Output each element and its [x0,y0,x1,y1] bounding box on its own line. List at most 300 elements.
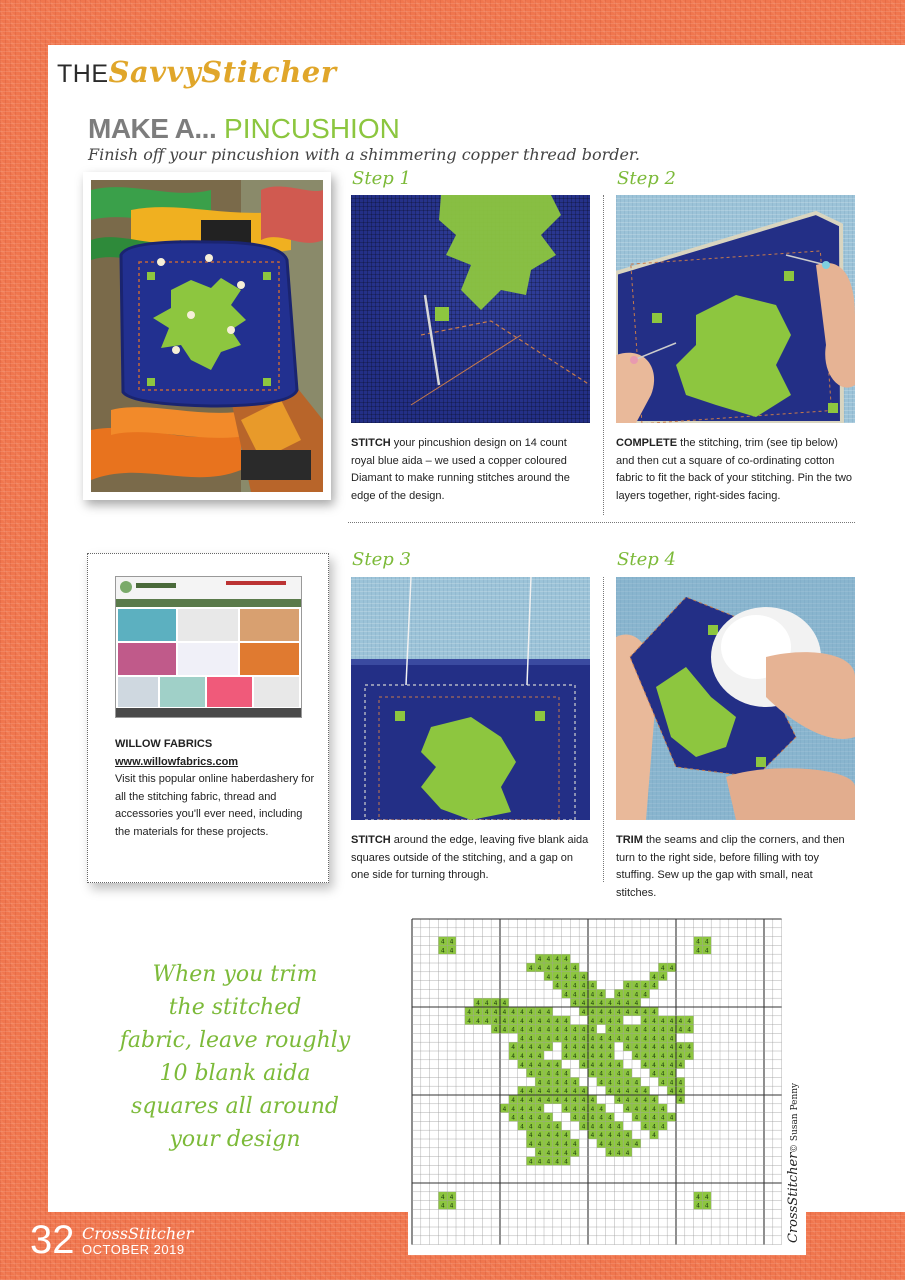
step-2-lead: COMPLETE [616,437,678,449]
page-title [88,113,400,145]
chart-stitch-symbol: 4 [564,1044,568,1052]
chart-stitch-symbol: 4 [528,1009,533,1016]
chart-stitch-symbol: 4 [608,1044,612,1052]
chart-stitch-symbol: 4 [546,1158,551,1166]
chart-stitch-symbol: 4 [484,1017,489,1025]
chart-stitch-symbol: 4 [634,1114,639,1122]
chart-stitch-symbol: 4 [704,1202,709,1210]
chart-stitch-symbol: 4 [546,1061,551,1069]
chart-stitch-symbol: 4 [572,991,577,999]
chart-stitch-symbol: 4 [599,1017,604,1025]
chart-stitch-symbol: 4 [616,1149,621,1157]
chart-stitch-symbol: 4 [564,1105,568,1113]
chart-stitch-symbol: 4 [678,1097,683,1104]
chart-stitch-symbol: 4 [590,1097,595,1104]
chart-stitch-symbol: 4 [625,1035,630,1043]
step-3-lead: STITCH [351,834,391,846]
chart-stitch-symbol: 4 [669,1088,674,1096]
chart-stitch-symbol: 4 [537,1158,542,1166]
chart-stitch-symbol: 4 [608,1026,612,1034]
chart-stitch-symbol: 4 [555,1017,560,1025]
chart-stitch-symbol: 4 [564,1017,568,1025]
chart-stitch-symbol: 4 [634,991,639,999]
chart-stitch-symbol: 4 [660,1079,665,1087]
chart-stitch-symbol: 4 [643,982,648,990]
chart-stitch-symbol: 4 [625,1070,630,1078]
chart-stitch-symbol: 4 [652,1053,656,1060]
chart-stitch-symbol: 4 [511,1009,516,1016]
chart-stitch-symbol: 4 [616,1097,621,1104]
chart-stitch-symbol: 4 [440,947,445,955]
chart-stitch-symbol: 4 [590,991,595,999]
chart-stitch-symbol: 4 [564,991,568,999]
chart-stitch-symbol: 4 [564,965,568,972]
title-part-1: MAKE A... [88,113,217,144]
chart-stitch-symbol: 4 [678,1044,683,1052]
chart-stitch-symbol: 4 [537,1097,542,1104]
hero-photo-frame [83,172,331,500]
chart-stitch-symbol: 4 [608,1017,612,1025]
chart-stitch-symbol: 4 [528,1088,533,1096]
chart-stitch-symbol: 4 [634,1026,639,1034]
chart-stitch-symbol: 4 [537,1141,542,1148]
chart-stitch-symbol: 4 [608,1088,612,1096]
chart-stitch-symbol: 4 [634,1053,639,1060]
chart-stitch-symbol: 4 [625,1097,630,1104]
chart-stitch-symbol: 4 [564,1141,568,1148]
chart-stitch-symbol: 4 [660,1105,665,1113]
footer-issue: OCTOBER 2019 [82,1242,185,1257]
chart-stitch-symbol: 4 [634,1079,639,1087]
chart-stitch-symbol: 4 [528,1070,533,1078]
chart-stitch-symbol: 4 [502,1017,507,1025]
chart-stitch-symbol: 4 [537,956,542,964]
chart-stitch-symbol: 4 [528,965,533,972]
chart-stitch-symbol: 4 [616,1061,621,1069]
chart-stitch-symbol: 4 [590,1044,595,1052]
chart-stitch-symbol: 4 [511,1026,516,1034]
chart-stitch-symbol: 4 [599,1141,604,1148]
chart-stitch-symbol: 4 [687,1026,692,1034]
chart-stitch-symbol: 4 [608,1035,612,1043]
chart-stitch-symbol: 4 [590,1132,595,1140]
chart-stitch-symbol: 4 [625,1105,630,1113]
chart-stitch-symbol: 4 [678,1053,683,1060]
chart-stitch-symbol: 4 [546,965,551,972]
step-1-photo [351,195,590,423]
step-2-text: the stitching, trim (see tip below) and then cut a square of co-ordinating cotton fabric to fit the back of your stitching. Pin the two layers together, right-sides facing. [616,437,853,502]
chart-stitch-symbol: 4 [625,1000,630,1008]
chart-stitch-symbol: 4 [652,982,656,990]
chart-stitch-symbol: 4 [502,1026,507,1034]
page-subtitle: Finish off your pincushion with a shimmering copper thread border. [88,145,640,164]
chart-stitch-symbol: 4 [572,1105,577,1113]
chart-stitch-symbol: 4 [696,947,700,955]
chart-stitch-symbol: 4 [704,938,709,946]
chart-stitch-symbol: 4 [581,982,586,990]
chart-stitch-symbol: 4 [555,1088,560,1096]
chart-stitch-symbol: 4 [616,1035,621,1043]
chart-stitch-symbol: 4 [537,1114,542,1122]
step-3-photo [351,577,590,820]
chart-stitch-symbol: 4 [652,1123,656,1131]
chart-stitch-symbol: 4 [546,1123,551,1131]
chart-stitch-symbol: 4 [660,1044,665,1052]
chart-stitch-symbol: 4 [669,1017,674,1025]
chart-stitch-symbol: 4 [572,1141,577,1148]
chart-stitch-symbol: 4 [643,1053,648,1060]
chart-stitch-symbol: 4 [669,1061,674,1069]
chart-stitch-symbol: 4 [616,1141,621,1148]
chart-stitch-symbol: 4 [564,1088,568,1096]
divider-vertical-bottom [603,577,604,882]
chart-stitch-symbol: 4 [555,1035,560,1043]
chart-stitch-symbol: 4 [555,1123,560,1131]
chart-stitch-symbol: 4 [678,1061,683,1069]
chart-stitch-symbol: 4 [625,1044,630,1052]
chart-stitch-symbol: 4 [511,1105,516,1113]
chart-stitch-symbol: 4 [564,1026,568,1034]
chart-stitch-symbol: 4 [546,1079,551,1087]
chart-stitch-symbol: 4 [608,1141,612,1148]
chart-stitch-symbol: 4 [511,1053,516,1060]
chart-stitch-symbol: 4 [581,1035,586,1043]
chart-stitch-symbol: 4 [449,938,454,946]
chart-stitch-symbol: 4 [572,1114,577,1122]
chart-stitch-symbol: 4 [643,991,648,999]
chart-stitch-symbol: 4 [493,1017,498,1025]
step-1-text: your pincushion design on 14 count royal blue aida – we used a copper coloured Diamant to make running stitches around the edge of the design. [351,437,570,502]
chart-stitch-symbol: 4 [590,1070,595,1078]
chart-stitch-symbol: 4 [643,1009,648,1016]
chart-stitch-symbol: 4 [678,1026,683,1034]
chart-stitch-symbol: 4 [511,1114,516,1122]
chart-stitch-symbol: 4 [581,1088,586,1096]
chart-stitch-symbol: 4 [564,1132,568,1140]
chart-stitch-symbol: 4 [669,1044,674,1052]
chart-stitch-symbol: 4 [546,1141,551,1148]
chart-stitch-symbol: 4 [669,1053,674,1060]
chart-stitch-symbol: 4 [634,982,639,990]
chart-stitch-symbol: 4 [520,1026,524,1034]
chart-stitch-symbol: 4 [572,1088,577,1096]
chart-stitch-symbol: 4 [528,1035,533,1043]
divider-horizontal [348,522,855,523]
chart-stitch-symbol: 4 [643,1035,648,1043]
step-1-lead: STITCH [351,437,391,449]
step-2-caption [616,435,856,505]
chart-stitch-symbol: 4 [537,1079,542,1087]
chart-stitch-symbol: 4 [660,1070,665,1078]
chart-stitch-symbol: 4 [696,938,700,946]
chart-grid [408,915,806,1255]
chart-stitch-symbol: 4 [528,1132,533,1140]
step-3-label: Step 3 [352,549,411,570]
series-prefix: THE [57,60,109,88]
chart-stitch-symbol: 4 [572,1026,577,1034]
chart-stitch-symbol: 4 [555,1141,560,1148]
chart-stitch-symbol: 4 [599,1035,604,1043]
chart-stitch-symbol: 4 [440,938,445,946]
chart-stitch-symbol: 4 [572,1044,577,1052]
chart-stitch-symbol: 4 [528,1026,533,1034]
chart-stitch-symbol: 4 [564,1158,568,1166]
chart-stitch-symbol: 4 [669,1026,674,1034]
chart-stitch-symbol: 4 [520,1017,524,1025]
divider-vertical-top [603,195,604,515]
chart-stitch-symbol: 4 [581,1123,586,1131]
step-2-photo [616,195,855,423]
chart-stitch-symbol: 4 [520,1044,524,1052]
chart-stitch-symbol: 4 [528,1158,533,1166]
chart-stitch-symbol: 4 [599,1070,604,1078]
chart-stitch-symbol: 4 [520,1097,524,1104]
chart-stitch-symbol: 4 [555,965,560,972]
chart-stitch-symbol: 4 [616,1079,621,1087]
chart-stitch-symbol: 4 [564,1070,568,1078]
chart-stitch-symbol: 4 [616,1000,621,1008]
chart-stitch-symbol: 4 [493,1026,498,1034]
chart-stitch-symbol: 4 [528,1017,533,1025]
tip-line-3: fabric, leave roughly [119,1028,351,1053]
chart-stitch-symbol: 4 [643,1044,648,1052]
chart-stitch-symbol: 4 [608,1009,612,1016]
chart-stitch-symbol: 4 [537,1088,542,1096]
chart-stitch-symbol: 4 [493,1000,498,1008]
chart-stitch-symbol: 4 [555,973,560,981]
chart-stitch-symbol: 4 [581,1105,586,1113]
chart-stitch-symbol: 4 [634,1035,639,1043]
chart-stitch-symbol: 4 [564,1079,568,1087]
step-3-caption [351,832,591,885]
step-1-label: Step 1 [352,168,411,189]
chart-stitch-symbol: 4 [581,1061,586,1069]
chart-stitch-symbol: 4 [555,1149,560,1157]
chart-stitch-symbol: 4 [599,1105,604,1113]
chart-stitch-symbol: 4 [634,1088,639,1096]
chart-stitch-symbol: 4 [476,1000,480,1008]
willow-website-screenshot [115,576,302,718]
chart-stitch-symbol: 4 [660,1114,665,1122]
chart-stitch-symbol: 4 [502,1009,507,1016]
chart-stitch-symbol: 4 [608,1000,612,1008]
chart-stitch-symbol: 4 [660,1026,665,1034]
step-2-illustration [616,195,855,423]
chart-stitch-symbol: 4 [484,1000,489,1008]
chart-stitch-symbol: 4 [599,1000,604,1008]
chart-stitch-symbol: 4 [572,1149,577,1157]
chart-stitch-symbol: 4 [608,1053,612,1060]
chart-stitch-symbol: 4 [634,1097,639,1104]
chart-stitch-symbol: 4 [599,1132,604,1140]
chart-stitch-symbol: 4 [564,973,568,981]
chart-stitch-symbol: 4 [546,973,551,981]
step-3-illustration [351,577,590,820]
chart-stitch-symbol: 4 [643,1088,648,1096]
chart-stitch-symbol: 4 [660,1061,665,1069]
chart-stitch-symbol: 4 [652,1026,656,1034]
chart-stitch-symbol: 4 [528,1053,533,1060]
series-title [57,55,337,89]
chart-stitch-symbol: 4 [528,1141,533,1148]
chart-stitch-symbol: 4 [537,1149,542,1157]
chart-stitch-symbol: 4 [608,1132,612,1140]
chart-stitch-symbol: 4 [546,1132,551,1140]
chart-stitch-symbol: 4 [608,1123,612,1131]
chart-stitch-symbol: 4 [467,1017,472,1025]
chart-stitch-symbol: 4 [590,1009,595,1016]
chart-stitch-symbol: 4 [528,1097,533,1104]
chart-stitch-symbol: 4 [572,1000,577,1008]
chart-stitch-symbol: 4 [590,1000,595,1008]
chart-stitch-symbol: 4 [625,1149,630,1157]
chart-stitch-symbol: 4 [467,1009,472,1016]
chart-credit: © Susan Penny [790,1082,800,1153]
chart-stitch-symbol: 4 [537,1035,542,1043]
chart-stitch-symbol: 4 [669,1114,674,1122]
chart-stitch-symbol: 4 [643,1114,648,1122]
step-4-lead: TRIM [616,834,643,846]
title-part-2: PINCUSHION [224,113,400,144]
chart-stitch-symbol: 4 [520,1114,524,1122]
chart-stitch-symbol: 4 [634,1141,639,1148]
chart-stitch-symbol: 4 [687,1044,692,1052]
chart-stitch-symbol: 4 [537,1123,542,1131]
chart-stitch-symbol: 4 [581,1009,586,1016]
chart-stitch-symbol: 4 [520,1105,524,1113]
page-number: 32 [30,1218,75,1262]
chart-stitch-symbol: 4 [449,947,454,955]
chart-stitch-symbol: 4 [581,991,586,999]
chart-stitch-symbol: 4 [528,1044,533,1052]
chart-stitch-symbol: 4 [511,1017,516,1025]
chart-stitch-symbol: 4 [660,1123,665,1131]
chart-stitch-symbol: 4 [599,1079,604,1087]
chart-stitch-symbol: 4 [581,1053,586,1060]
cross-stitch-chart [408,915,806,1255]
chart-stitch-symbol: 4 [581,1114,586,1122]
step-2-label: Step 2 [617,168,676,189]
chart-stitch-symbol: 4 [546,1017,551,1025]
chart-stitch-symbol: 4 [537,1026,542,1034]
chart-stitch-symbol: 4 [616,1132,621,1140]
chart-stitch-symbol: 4 [625,1079,630,1087]
chart-stitch-symbol: 4 [581,1000,586,1008]
chart-stitch-symbol: 4 [537,1053,542,1060]
chart-stitch-symbol: 4 [581,973,586,981]
chart-stitch-symbol: 4 [669,1070,674,1078]
chart-stitch-symbol: 4 [616,1123,621,1131]
step-3-text: around the edge, leaving five blank aida squares outside of the stitching, and a gap on one side for turning through. [351,834,589,881]
chart-stitch-symbol: 4 [502,1105,507,1113]
chart-stitch-symbol: 4 [537,965,542,972]
chart-stitch-symbol: 4 [625,991,630,999]
chart-stitch-symbol: 4 [476,1017,480,1025]
step-4-illustration [616,577,855,820]
chart-stitch-symbol: 4 [590,1061,595,1069]
chart-stitch-symbol: 4 [696,1202,700,1210]
chart-stitch-symbol: 4 [502,1000,507,1008]
chart-brand: CrossStitcher [786,1152,801,1243]
chart-stitch-symbol: 4 [572,1097,577,1104]
chart-stitch-symbol: 4 [572,1035,577,1043]
chart-stitch-symbol: 4 [678,1017,683,1025]
chart-stitch-symbol: 4 [608,1079,612,1087]
chart-stitch-symbol: 4 [440,1193,445,1201]
chart-stitch-symbol: 4 [608,1149,612,1157]
willow-fabrics-box [87,553,329,883]
chart-stitch-symbol: 4 [590,1123,595,1131]
willow-description: Visit this popular online haberdashery for all the stitching fabric, thread and accessories you'll ever need, including the materials for these projects. [115,773,315,838]
willow-text-block [115,736,315,841]
chart-stitch-symbol: 4 [564,956,568,964]
chart-stitch-symbol: 4 [599,1009,604,1016]
chart-stitch-symbol: 4 [555,1079,560,1087]
chart-stitch-symbol: 4 [669,1035,674,1043]
chart-stitch-symbol: 4 [537,1009,542,1016]
step-4-text: the seams and clip the corners, and then turn to the right side, before filling with toy stuffing. Sew up the gap with small, neat stitches. [616,834,845,899]
chart-stitch-symbol: 4 [652,973,656,981]
chart-stitch-symbol: 4 [564,1097,568,1104]
chart-stitch-symbol: 4 [704,947,709,955]
chart-stitch-symbol: 4 [511,1044,516,1052]
chart-stitch-symbol: 4 [572,982,577,990]
chart-stitch-symbol: 4 [555,1026,560,1034]
tip-line-5: squares all around [131,1094,339,1119]
chart-stitch-symbol: 4 [643,1105,648,1113]
chart-stitch-symbol: 4 [590,1017,595,1025]
chart-stitch-symbol: 4 [528,1061,533,1069]
chart-stitch-symbol: 4 [616,1009,621,1016]
series-name: SavvyStitcher [108,55,337,89]
chart-stitch-symbol: 4 [555,956,560,964]
chart-stitch-symbol: 4 [616,991,621,999]
chart-stitch-symbol: 4 [599,1053,604,1060]
chart-stitch-symbol: 4 [590,1026,595,1034]
chart-stitch-symbol: 4 [520,1123,524,1131]
chart-stitch-symbol: 4 [678,1079,683,1087]
chart-stitch-symbol: 4 [546,1097,551,1104]
chart-stitch-symbol: 4 [625,1141,630,1148]
willow-url-link[interactable]: www.willowfabrics.com [115,755,239,768]
tip-line-1: When you trim [152,962,318,987]
chart-stitch-symbol: 4 [555,1070,560,1078]
chart-stitch-symbol: 4 [520,1061,524,1069]
chart-stitch-symbol: 4 [608,1070,612,1078]
willow-name: WILLOW FABRICS [115,738,213,750]
chart-stitch-symbol: 4 [616,1017,621,1025]
chart-stitch-symbol: 4 [652,1044,656,1052]
chart-stitch-symbol: 4 [493,1009,498,1016]
chart-stitch-symbol: 4 [546,1114,551,1122]
chart-stitch-symbol: 4 [599,1114,604,1122]
chart-stitch-symbol: 4 [625,1132,630,1140]
chart-stitch-symbol: 4 [484,1009,489,1016]
chart-stitch-symbol: 4 [528,1105,533,1113]
chart-stitch-symbol: 4 [660,1017,665,1025]
chart-stitch-symbol: 4 [643,1097,648,1104]
chart-stitch-symbol: 4 [520,1035,524,1043]
chart-stitch-symbol: 4 [643,1061,648,1069]
chart-stitch-symbol: 4 [634,1000,639,1008]
chart-stitch-symbol: 4 [546,1070,551,1078]
chart-stitch-symbol: 4 [537,1017,542,1025]
chart-stitch-symbol: 4 [440,1202,445,1210]
chart-stitch-symbol: 4 [546,1009,551,1016]
chart-stitch-symbol: 4 [669,1079,674,1087]
chart-stitch-symbol: 4 [511,1097,516,1104]
chart-stitch-symbol: 4 [608,1114,612,1122]
